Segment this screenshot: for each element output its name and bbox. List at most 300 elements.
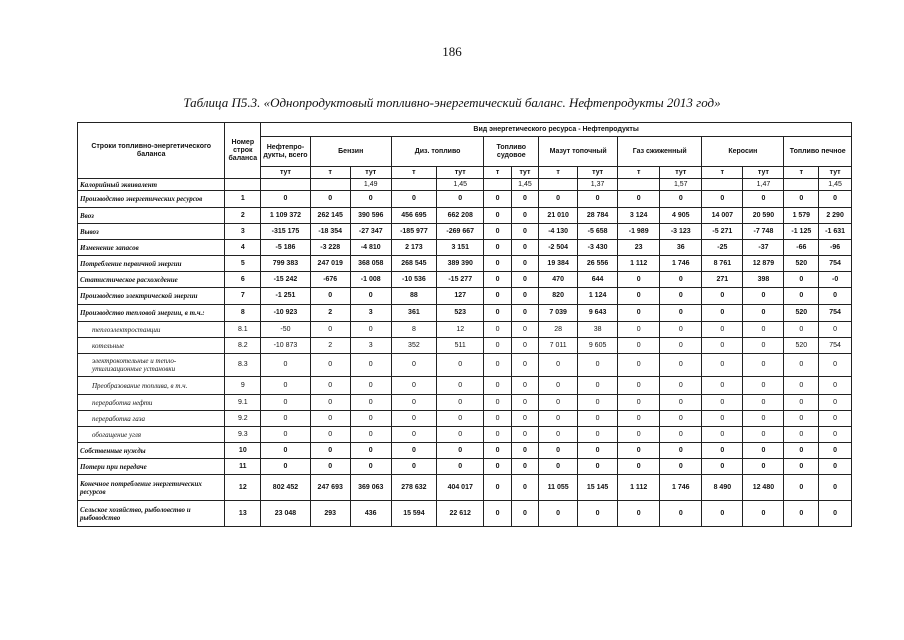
table-row (78, 411, 852, 427)
table-cell: 0 (511, 272, 538, 288)
row-number: 9.1 (225, 395, 261, 411)
unit-header: т (702, 167, 743, 179)
table-cell: 0 (350, 354, 391, 377)
table-cell: 1 124 (578, 288, 618, 305)
table-cell: 1,57 (660, 179, 702, 191)
table-row (78, 208, 852, 224)
table-cell: 7 011 (539, 338, 578, 354)
table-cell: 1,45 (437, 179, 484, 191)
table-cell: 0 (784, 354, 819, 377)
table-cell: 520 (784, 338, 819, 354)
table-cell: 2 290 (819, 208, 852, 224)
table-caption: Таблица П5.3. «Однопродуктовый топливно-энергетический баланс. Нефтепродукты 2013 год» (183, 95, 721, 110)
table-cell: 0 (618, 443, 660, 459)
table-cell (539, 179, 578, 191)
table-cell: 0 (578, 459, 618, 475)
row-number: 6 (225, 272, 261, 288)
table-cell: 0 (437, 191, 484, 208)
row-number: 9.2 (225, 411, 261, 427)
table-row (78, 256, 852, 272)
table-row (78, 427, 852, 443)
row-number: 9 (225, 377, 261, 395)
table-cell: 0 (819, 377, 852, 395)
table-cell: 0 (578, 354, 618, 377)
table-cell: 0 (437, 443, 484, 459)
table-cell: 0 (511, 411, 538, 427)
unit-header: тут (743, 167, 784, 179)
table-cell: 20 590 (743, 208, 784, 224)
table-cell: 0 (484, 305, 511, 322)
row-number: 2 (225, 208, 261, 224)
table-cell: 0 (819, 411, 852, 427)
table-cell: 7 039 (539, 305, 578, 322)
table-cell: 3 (350, 305, 391, 322)
table-cell: 0 (511, 224, 538, 240)
table-cell: 0 (660, 305, 702, 322)
table-cell: 0 (819, 354, 852, 377)
row-number: 5 (225, 256, 261, 272)
table-body (78, 179, 852, 527)
table-cell: 0 (660, 501, 702, 527)
table-cell: 0 (350, 377, 391, 395)
row-number: 8.1 (225, 322, 261, 338)
table-cell: -1 631 (819, 224, 852, 240)
unit-header: т (784, 167, 819, 179)
row-label: Собственные нужды (78, 443, 225, 459)
table-cell: 0 (511, 338, 538, 354)
table-cell: 8 (391, 322, 436, 338)
table-cell (618, 179, 660, 191)
table-cell: 0 (743, 443, 784, 459)
table-cell: 0 (660, 322, 702, 338)
table-cell: 0 (702, 411, 743, 427)
table-cell: 28 784 (578, 208, 618, 224)
row-number-header: Номер строк баланса (225, 123, 261, 179)
table-cell: 0 (784, 501, 819, 527)
table-cell (702, 179, 743, 191)
table-cell: 0 (437, 354, 484, 377)
table-cell (310, 179, 350, 191)
unit-header: т (391, 167, 436, 179)
product-header: Бензин (310, 137, 391, 167)
table-cell: 511 (437, 338, 484, 354)
table-cell: 1 746 (660, 475, 702, 501)
table-cell: -2 504 (539, 240, 578, 256)
table-cell: 0 (660, 411, 702, 427)
table-cell: 0 (660, 395, 702, 411)
unit-header: тут (819, 167, 852, 179)
table-cell: 0 (511, 256, 538, 272)
table-cell: 15 594 (391, 501, 436, 527)
table-cell: 0 (261, 191, 310, 208)
table-cell: 456 695 (391, 208, 436, 224)
table-cell: 754 (819, 338, 852, 354)
row-number (225, 179, 261, 191)
table-cell: 0 (743, 288, 784, 305)
row-label: электрокотельные и тепло-утилизационные установки (78, 354, 225, 377)
table-cell: 0 (660, 459, 702, 475)
table-row (78, 354, 852, 377)
table-cell: -269 667 (437, 224, 484, 240)
table-cell: 0 (702, 443, 743, 459)
table-cell: 0 (660, 288, 702, 305)
table-cell: 0 (702, 459, 743, 475)
table-cell: 36 (660, 240, 702, 256)
row-label: Потери при передаче (78, 459, 225, 475)
table-cell: -15 242 (261, 272, 310, 288)
table-cell: 0 (391, 427, 436, 443)
table-cell: -10 536 (391, 272, 436, 288)
table-cell: 0 (350, 191, 391, 208)
table-cell: 662 208 (437, 208, 484, 224)
table-cell: -1 251 (261, 288, 310, 305)
table-cell: 0 (702, 288, 743, 305)
table-cell: 0 (578, 427, 618, 443)
table-cell: 0 (511, 240, 538, 256)
table-cell: 0 (784, 272, 819, 288)
table-cell: 0 (484, 288, 511, 305)
row-label: Конечное потребление энергетических ресурсов (78, 475, 225, 501)
table-cell: 0 (310, 377, 350, 395)
table-cell: 0 (578, 411, 618, 427)
row-label: Ввоз (78, 208, 225, 224)
product-header: Диз. топливо (391, 137, 484, 167)
row-label: Вывоз (78, 224, 225, 240)
table-cell: 8 490 (702, 475, 743, 501)
row-number: 12 (225, 475, 261, 501)
row-number: 10 (225, 443, 261, 459)
table-cell: 0 (539, 443, 578, 459)
table-cell: 0 (784, 322, 819, 338)
table-cell: 754 (819, 305, 852, 322)
table-cell: 0 (391, 395, 436, 411)
table-cell: 1 746 (660, 256, 702, 272)
unit-header: тут (350, 167, 391, 179)
table-cell: 0 (578, 395, 618, 411)
table-cell: 1,45 (511, 179, 538, 191)
table-cell: 0 (784, 443, 819, 459)
row-label: Производство энергетических ресурсов (78, 191, 225, 208)
unit-header: т (310, 167, 350, 179)
table-cell: -27 347 (350, 224, 391, 240)
product-header: Мазут топочный (539, 137, 618, 167)
table-cell: 2 173 (391, 240, 436, 256)
energy-resource-group-header: Вид энергетического ресурса - Нефтепродукты (261, 123, 852, 137)
row-number: 4 (225, 240, 261, 256)
row-label: Калорийный эквивалент (78, 179, 225, 191)
table-cell: 0 (261, 377, 310, 395)
table-cell: 12 879 (743, 256, 784, 272)
table-cell: 0 (578, 501, 618, 527)
table-cell: 0 (702, 501, 743, 527)
table-cell: 0 (819, 459, 852, 475)
table-cell: 0 (484, 191, 511, 208)
table-cell: 0 (539, 411, 578, 427)
table-cell: 3 124 (618, 208, 660, 224)
table-cell: 0 (819, 501, 852, 527)
table-row (78, 288, 852, 305)
unit-header: т (618, 167, 660, 179)
row-label-header: Строки топливно-энергетического баланса (78, 123, 225, 179)
table-cell: 0 (819, 427, 852, 443)
table-cell: 0 (784, 411, 819, 427)
table-row (78, 443, 852, 459)
table-cell: 0 (350, 288, 391, 305)
table-cell: 0 (819, 322, 852, 338)
table-cell: 0 (391, 354, 436, 377)
table-cell: 0 (660, 443, 702, 459)
row-label: Преобразование топлива, в т.ч. (78, 377, 225, 395)
table-cell: 0 (539, 395, 578, 411)
table-cell: 0 (660, 338, 702, 354)
table-cell: 127 (437, 288, 484, 305)
table-cell: 0 (310, 443, 350, 459)
table-cell: 1,37 (578, 179, 618, 191)
table-row (78, 338, 852, 354)
table-cell: 0 (743, 305, 784, 322)
table-cell: 0 (391, 191, 436, 208)
table-cell: 262 145 (310, 208, 350, 224)
table-cell: 0 (484, 411, 511, 427)
table-row (78, 224, 852, 240)
table-cell (391, 179, 436, 191)
table-row (78, 395, 852, 411)
table-cell: 0 (618, 411, 660, 427)
table-cell: 0 (618, 354, 660, 377)
row-label: котельные (78, 338, 225, 354)
table-cell: 0 (539, 427, 578, 443)
table-cell (484, 179, 511, 191)
table-cell: 389 390 (437, 256, 484, 272)
product-header: Керосин (702, 137, 784, 167)
table-cell: 293 (310, 501, 350, 527)
table-cell: 247 693 (310, 475, 350, 501)
row-label: Производство тепловой энергии, в т.ч.: (78, 305, 225, 322)
table-cell: 1 109 372 (261, 208, 310, 224)
unit-header: тут (660, 167, 702, 179)
table-cell: 0 (511, 191, 538, 208)
table-cell: 268 545 (391, 256, 436, 272)
table-cell: -1 989 (618, 224, 660, 240)
table-cell: 0 (702, 377, 743, 395)
table-cell: 0 (660, 272, 702, 288)
table-cell: 0 (484, 240, 511, 256)
table-cell: 0 (784, 459, 819, 475)
table-cell: 0 (784, 475, 819, 501)
table-cell: 398 (743, 272, 784, 288)
table-cell: 0 (743, 459, 784, 475)
table-cell: 0 (618, 338, 660, 354)
table-cell: 0 (350, 411, 391, 427)
table-cell: 0 (437, 377, 484, 395)
table-cell: 0 (511, 377, 538, 395)
table-cell: -1 008 (350, 272, 391, 288)
row-number: 7 (225, 288, 261, 305)
table-cell: -3 228 (310, 240, 350, 256)
table-cell: 0 (743, 501, 784, 527)
row-label: Потребление первичной энергии (78, 256, 225, 272)
row-label: Сельское хозяйство, рыболовство и рыбоводство (78, 501, 225, 527)
table-cell: 0 (350, 322, 391, 338)
table-cell: 0 (618, 305, 660, 322)
row-number: 8.3 (225, 354, 261, 377)
row-number: 1 (225, 191, 261, 208)
table-cell: 0 (660, 354, 702, 377)
table-cell: 802 452 (261, 475, 310, 501)
table-cell: 0 (350, 443, 391, 459)
product-header: Топливо печное (784, 137, 852, 167)
table-cell: 0 (660, 427, 702, 443)
table-cell: 0 (660, 191, 702, 208)
fuel-energy-balance-table (77, 122, 852, 527)
table-cell: 0 (437, 427, 484, 443)
table-row (78, 179, 852, 191)
row-label: переработка нефти (78, 395, 225, 411)
table-cell: 0 (484, 208, 511, 224)
table-cell: 22 612 (437, 501, 484, 527)
table-cell: 1 579 (784, 208, 819, 224)
table-cell: 0 (819, 395, 852, 411)
table-cell: -315 175 (261, 224, 310, 240)
table-cell: 754 (819, 256, 852, 272)
table-cell: 0 (539, 501, 578, 527)
table-cell: 0 (484, 395, 511, 411)
table-cell: 0 (484, 256, 511, 272)
table-cell: -10 873 (261, 338, 310, 354)
table-cell: 368 058 (350, 256, 391, 272)
table-cell: -4 810 (350, 240, 391, 256)
table-cell: 0 (261, 427, 310, 443)
table-cell: 0 (484, 459, 511, 475)
table-cell: 0 (310, 427, 350, 443)
table-cell: -4 130 (539, 224, 578, 240)
table-cell: 21 010 (539, 208, 578, 224)
row-number: 9.3 (225, 427, 261, 443)
table-cell: 8 761 (702, 256, 743, 272)
table-cell: 1,49 (350, 179, 391, 191)
product-header: Газ сжиженный (618, 137, 702, 167)
table-cell: 520 (784, 256, 819, 272)
table-cell: 644 (578, 272, 618, 288)
table-cell: -37 (743, 240, 784, 256)
product-header: Нефтепро-дукты, всего (261, 137, 310, 167)
table-row (78, 240, 852, 256)
table-cell: 0 (484, 501, 511, 527)
table-cell: 3 (350, 338, 391, 354)
table-cell: 0 (511, 288, 538, 305)
table-cell: 0 (784, 191, 819, 208)
table-cell: 9 643 (578, 305, 618, 322)
table-cell: 0 (743, 191, 784, 208)
table-cell: 0 (511, 305, 538, 322)
table-cell: 0 (618, 322, 660, 338)
table-cell: 0 (511, 395, 538, 411)
row-label: переработка газа (78, 411, 225, 427)
table-cell: 0 (310, 411, 350, 427)
table-cell: 0 (437, 459, 484, 475)
table-cell: 0 (261, 354, 310, 377)
table-cell: 0 (702, 322, 743, 338)
table-cell: 0 (660, 377, 702, 395)
table-cell: 820 (539, 288, 578, 305)
table-cell: 9 605 (578, 338, 618, 354)
unit-header: тут (578, 167, 618, 179)
table-row (78, 501, 852, 527)
table-cell: 0 (511, 475, 538, 501)
table-cell: 0 (511, 322, 538, 338)
row-number: 8 (225, 305, 261, 322)
row-number: 11 (225, 459, 261, 475)
table-cell: 23 (618, 240, 660, 256)
table-cell: -185 977 (391, 224, 436, 240)
table-row (78, 322, 852, 338)
table-cell: 0 (578, 191, 618, 208)
table-cell: 1,47 (743, 179, 784, 191)
table-cell: 0 (539, 354, 578, 377)
table-cell: 26 556 (578, 256, 618, 272)
table-cell: 0 (350, 427, 391, 443)
table-cell: 23 048 (261, 501, 310, 527)
table-cell: 0 (819, 288, 852, 305)
table-cell: 0 (743, 354, 784, 377)
unit-header: тут (261, 167, 310, 179)
table-cell: 15 145 (578, 475, 618, 501)
table-cell: 0 (702, 395, 743, 411)
table-cell: -5 271 (702, 224, 743, 240)
table-cell: -96 (819, 240, 852, 256)
table-cell: 0 (310, 395, 350, 411)
table-cell: 0 (391, 459, 436, 475)
table-row (78, 191, 852, 208)
table-cell: 0 (310, 288, 350, 305)
table-cell: 11 055 (539, 475, 578, 501)
table-cell: 14 007 (702, 208, 743, 224)
table-cell: 38 (578, 322, 618, 338)
table-cell: -5 186 (261, 240, 310, 256)
table-row (78, 475, 852, 501)
table-cell: 390 596 (350, 208, 391, 224)
table-cell: 0 (511, 443, 538, 459)
table-cell: 404 017 (437, 475, 484, 501)
table-row (78, 272, 852, 288)
table-cell: -7 748 (743, 224, 784, 240)
table-cell: 0 (578, 443, 618, 459)
table-cell: 0 (743, 395, 784, 411)
table-cell: -15 277 (437, 272, 484, 288)
row-label: теплоэлектростанции (78, 322, 225, 338)
product-header: Топливо судовое (484, 137, 539, 167)
table-cell: 19 384 (539, 256, 578, 272)
table-cell: 361 (391, 305, 436, 322)
table-cell: -3 430 (578, 240, 618, 256)
table-cell: 0 (350, 459, 391, 475)
table-cell: 0 (484, 377, 511, 395)
table-row (78, 459, 852, 475)
table-cell: 0 (484, 338, 511, 354)
table-cell: 0 (511, 459, 538, 475)
table-cell: 0 (511, 208, 538, 224)
table-cell: 0 (743, 338, 784, 354)
table-cell: 0 (702, 305, 743, 322)
table-cell: 0 (511, 501, 538, 527)
table-cell: 0 (261, 459, 310, 475)
table-cell: 352 (391, 338, 436, 354)
table-cell (261, 179, 310, 191)
table-cell: 0 (310, 322, 350, 338)
table-cell: 0 (484, 272, 511, 288)
table-cell: 0 (618, 288, 660, 305)
table-cell: 0 (310, 191, 350, 208)
